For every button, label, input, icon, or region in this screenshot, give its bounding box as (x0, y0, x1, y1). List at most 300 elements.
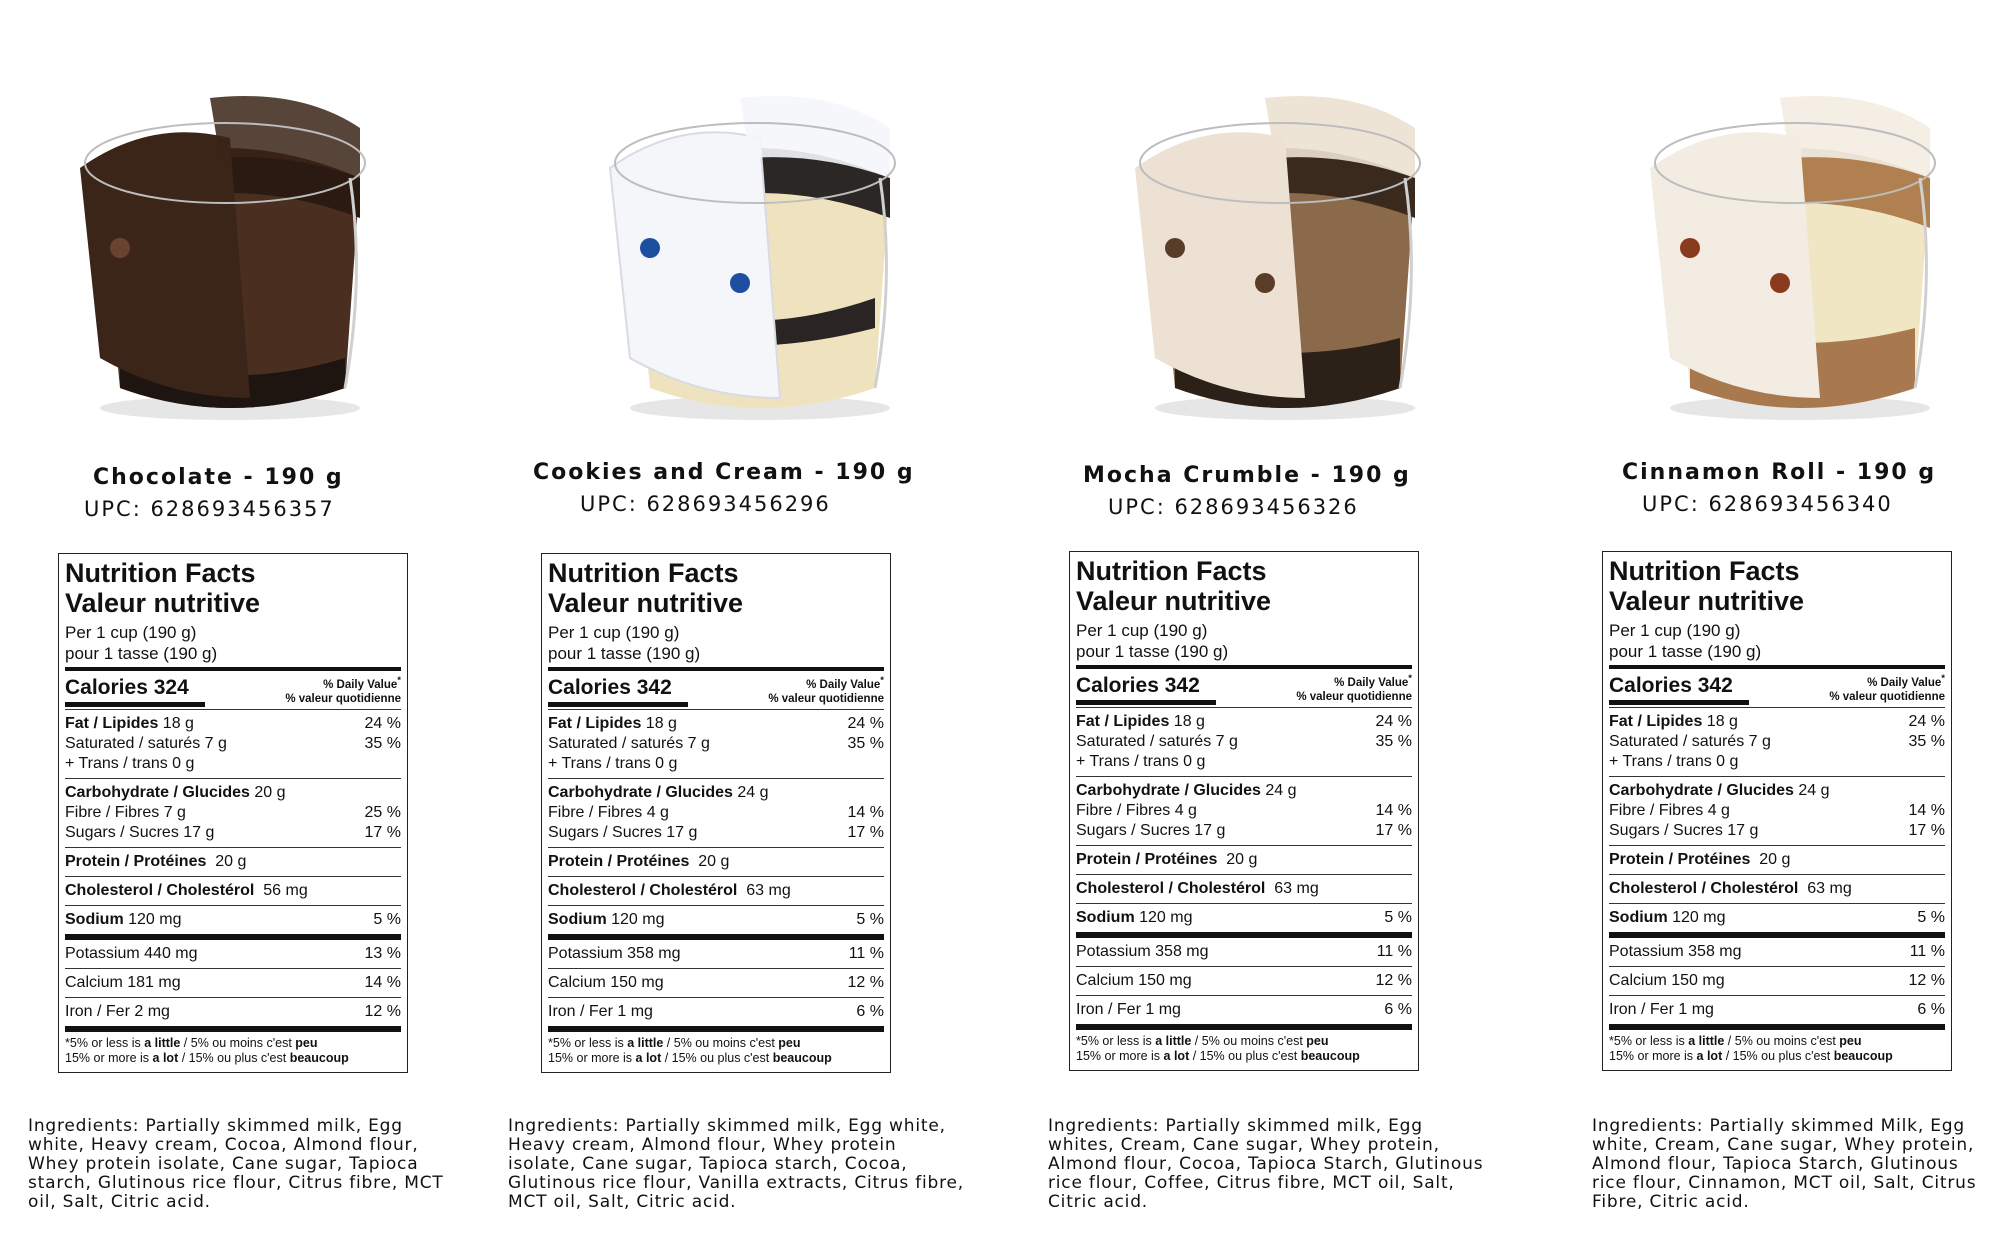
footnote-text: 15% or more is (1609, 1049, 1697, 1063)
dv-star: * (880, 675, 884, 686)
trans-value: 0 g (1183, 753, 1206, 770)
footnote-bold: peu (778, 1036, 801, 1050)
fat-value: 18 g (1706, 713, 1738, 730)
trans-label: + Trans / trans (1609, 753, 1712, 770)
footnote-text: / 15% ou plus c'est (661, 1051, 773, 1065)
sodium-row (65, 908, 401, 932)
divider (548, 1026, 884, 1032)
carb-value: 20 g (254, 784, 286, 801)
iron-label: Iron / Fer (1076, 1001, 1141, 1018)
calcium-value: 150 mg (1671, 972, 1725, 989)
footnote-bold: peu (1306, 1034, 1329, 1048)
nutrition-facts-panel (1602, 551, 1952, 1071)
divider (65, 876, 401, 877)
saturated-row (548, 734, 884, 754)
cholesterol-label: Cholesterol / Cholestérol (1609, 880, 1799, 897)
trans-row (1609, 752, 1945, 772)
iron-pct: 6 % (1917, 1001, 1945, 1018)
trans-value: 0 g (1716, 753, 1739, 770)
footnote-bold: peu (1839, 1034, 1862, 1048)
potassium-label: Potassium (65, 945, 140, 962)
fat-row (1076, 712, 1412, 732)
divider (1076, 995, 1412, 996)
ingredients-text: Ingredients: Partially skimmed Milk, Egg white, Cream, Cane sugar, Whey protein, Almond flour, Tapioca Starch, Glutinous rice flour, Cinnamon, MCT oil, Salt, Citrus Fibre, Citric acid. (1592, 1116, 1977, 1212)
divider (65, 847, 401, 848)
cholesterol-row (1609, 877, 1945, 901)
dv-label-en: % Daily Value (323, 678, 398, 691)
carb-value: 24 g (1265, 782, 1297, 799)
calories-value: 324 (153, 676, 189, 699)
cholesterol-label: Cholesterol / Cholestérol (1076, 880, 1266, 897)
fat-row (1609, 712, 1945, 732)
protein-value: 20 g (215, 853, 247, 870)
daily-value-header (768, 674, 884, 706)
fat-label: Fat / Lipides (1609, 713, 1703, 730)
product-upc: UPC: 628693456296 (580, 492, 831, 516)
fat-label: Fat / Lipides (1076, 713, 1170, 730)
calories-value: 342 (636, 676, 672, 699)
carb-label: Carbohydrate / Glucides (1076, 782, 1261, 799)
cup-illustration (60, 58, 380, 428)
sodium-row (548, 908, 884, 932)
iron-label: Iron / Fer (1609, 1001, 1674, 1018)
saturated-label: Saturated / saturés (65, 735, 201, 752)
protein-value: 20 g (698, 853, 730, 870)
footnote-bold: a little (1155, 1034, 1192, 1048)
cup-illustration (1115, 58, 1435, 428)
dv-label-en: % Daily Value (1334, 676, 1409, 689)
product-name: Chocolate - 190 g (93, 465, 344, 490)
divider (548, 968, 884, 969)
footnote-text: 15% or more is (65, 1051, 153, 1065)
product-column-chocolate (0, 0, 500, 1235)
daily-value-header (1829, 672, 1945, 704)
fibre-row (548, 803, 884, 823)
saturated-value: 7 g (687, 735, 710, 752)
fat-row (65, 714, 401, 734)
divider (1076, 707, 1412, 708)
carb-label: Carbohydrate / Glucides (548, 784, 733, 801)
cholesterol-value: 63 mg (1274, 880, 1319, 897)
footnote-text: 15% or more is (548, 1051, 636, 1065)
divider (548, 702, 688, 707)
carb-row (548, 783, 884, 803)
fibre-row (1076, 801, 1412, 821)
dv-label-fr: % valeur quotidienne (285, 692, 401, 705)
ingredients-text: Ingredients: Partially skimmed milk, Egg white, Heavy cream, Cocoa, Almond flour, Whey protein isolate, Cane sugar, Tapioca starch, Glutinous rice flour, Citrus fibre, MCT oil, Salt, Citric acid. (28, 1116, 444, 1212)
divider (65, 1026, 401, 1032)
serving-size-fr: pour 1 tasse (190 g) (1609, 642, 1762, 661)
sugars-value: 17 g (1194, 822, 1226, 839)
potassium-pct: 11 % (1376, 943, 1412, 960)
calories-value: 342 (1697, 674, 1733, 697)
divider (65, 905, 401, 906)
sugars-value: 17 g (666, 824, 698, 841)
saturated-pct: 35 % (364, 735, 401, 752)
footnote-text: / 5% ou moins c'est (1724, 1034, 1840, 1048)
fibre-label: Fibre / Fibres (548, 804, 643, 821)
serving-size-en: Per 1 cup (190 g) (1076, 621, 1208, 640)
fibre-value: 4 g (1707, 802, 1730, 819)
footnote-text: *5% or less is (65, 1036, 145, 1050)
cup-illustration (1630, 58, 1950, 428)
iron-row (1609, 998, 1945, 1022)
sugars-value: 17 g (183, 824, 215, 841)
protein-value: 20 g (1226, 851, 1258, 868)
footnote (65, 1036, 401, 1066)
calcium-value: 150 mg (610, 974, 664, 991)
divider (1076, 903, 1412, 904)
sodium-label: Sodium (548, 911, 607, 928)
fat-value: 18 g (645, 715, 677, 732)
divider (1076, 1024, 1412, 1030)
product-name: Mocha Crumble - 190 g (1083, 463, 1411, 488)
footnote-text: / 15% ou plus c'est (1189, 1049, 1301, 1063)
protein-value: 20 g (1759, 851, 1791, 868)
footnote-text: / 15% ou plus c'est (1722, 1049, 1834, 1063)
footnote-text: *5% or less is (1076, 1034, 1156, 1048)
fat-row (548, 714, 884, 734)
saturated-row (65, 734, 401, 754)
iron-value: 1 mg (617, 1003, 653, 1020)
fat-label: Fat / Lipides (548, 715, 642, 732)
footnote-bold: beaucoup (289, 1051, 349, 1065)
carb-value: 24 g (737, 784, 769, 801)
iron-pct: 6 % (1384, 1001, 1412, 1018)
nf-title-en: Nutrition Facts (1609, 556, 1800, 586)
product-image-cinnamon-roll (1630, 58, 1950, 428)
ingredients-text: Ingredients: Partially skimmed milk, Egg whites, Cream, Cane sugar, Whey protein, Almond flour, Cocoa, Tapioca Starch, Glutinous rice flour, Coffee, Citrus fibre, MCT oil, Salt, Citric acid. (1048, 1116, 1484, 1212)
dv-label-fr: % valeur quotidienne (768, 692, 884, 705)
saturated-pct: 35 % (1375, 733, 1412, 750)
calories-row (1076, 672, 1412, 705)
potassium-row (548, 942, 884, 966)
divider (1076, 700, 1216, 705)
iron-value: 2 mg (134, 1003, 170, 1020)
sodium-label: Sodium (65, 911, 124, 928)
saturated-row (1609, 732, 1945, 752)
calcium-value: 181 mg (127, 974, 181, 991)
footnote-bold: beaucoup (1300, 1049, 1360, 1063)
sugars-row (548, 823, 884, 843)
protein-row (548, 850, 884, 874)
nf-title-en: Nutrition Facts (548, 558, 739, 588)
saturated-value: 7 g (1748, 733, 1771, 750)
fat-value: 18 g (1173, 713, 1205, 730)
fat-pct: 24 % (847, 715, 884, 732)
footnote (1076, 1034, 1412, 1064)
fibre-label: Fibre / Fibres (1609, 802, 1704, 819)
divider (1076, 845, 1412, 846)
iron-value: 1 mg (1145, 1001, 1181, 1018)
dv-star: * (397, 675, 401, 686)
ingredients-text: Ingredients: Partially skimmed milk, Egg white, Heavy cream, Almond flour, Whey protein isolate, Cane sugar, Tapioca starch, Cocoa, Glutinous rice flour, Vanilla extracts, Citrus fibre, MCT oil, Salt, Citric acid. (508, 1116, 964, 1212)
sodium-label: Sodium (1076, 909, 1135, 926)
divider (1076, 932, 1412, 938)
potassium-label: Potassium (1609, 943, 1684, 960)
saturated-label: Saturated / saturés (548, 735, 684, 752)
footnote-text: 15% or more is (1076, 1049, 1164, 1063)
nf-title-fr: Valeur nutritive (548, 588, 744, 618)
footnote-bold: a little (1688, 1034, 1725, 1048)
protein-row (1609, 848, 1945, 872)
sodium-value: 120 mg (611, 911, 665, 928)
cholesterol-row (65, 879, 401, 903)
calories-row (548, 674, 884, 707)
daily-value-header (1296, 672, 1412, 704)
carb-row (1609, 781, 1945, 801)
potassium-value: 358 mg (627, 945, 681, 962)
fat-label: Fat / Lipides (65, 715, 159, 732)
dv-label-en: % Daily Value (1867, 676, 1942, 689)
calories-value: 342 (1164, 674, 1200, 697)
serving-size-en: Per 1 cup (190 g) (65, 623, 197, 642)
sodium-value: 120 mg (1672, 909, 1726, 926)
sugars-pct: 17 % (1908, 822, 1945, 839)
product-name: Cinnamon Roll - 190 g (1622, 460, 1937, 485)
product-image-mocha-crumble (1115, 58, 1435, 428)
divider (65, 778, 401, 779)
calcium-label: Calcium (1076, 972, 1134, 989)
fibre-pct: 25 % (364, 804, 401, 821)
footnote-bold: a lot (152, 1051, 179, 1065)
fibre-value: 7 g (163, 804, 186, 821)
divider (1609, 665, 1945, 669)
fibre-row (65, 803, 401, 823)
product-upc: UPC: 628693456357 (84, 497, 335, 521)
potassium-label: Potassium (548, 945, 623, 962)
trans-label: + Trans / trans (1076, 753, 1179, 770)
divider (1076, 966, 1412, 967)
fibre-value: 4 g (1174, 802, 1197, 819)
calories-row (1609, 672, 1945, 705)
divider (65, 997, 401, 998)
sodium-label: Sodium (1609, 909, 1668, 926)
saturated-label: Saturated / saturés (1076, 733, 1212, 750)
calories-label: Calories (1076, 674, 1159, 697)
cholesterol-row (1076, 877, 1412, 901)
sugars-label: Sugars / Sucres (1076, 822, 1190, 839)
potassium-pct: 13 % (364, 945, 401, 962)
product-image-cookies-and-cream (590, 58, 910, 428)
divider (548, 934, 884, 940)
cholesterol-value: 56 mg (263, 882, 308, 899)
protein-row (65, 850, 401, 874)
footnote (1609, 1034, 1945, 1064)
divider (1609, 874, 1945, 875)
sugars-label: Sugars / Sucres (65, 824, 179, 841)
nutrition-facts-panel (541, 553, 891, 1073)
trans-value: 0 g (172, 755, 195, 772)
footnote-bold: a lot (1696, 1049, 1723, 1063)
saturated-row (1076, 732, 1412, 752)
potassium-pct: 11 % (1909, 943, 1945, 960)
divider (65, 667, 401, 671)
divider (548, 709, 884, 710)
trans-row (65, 754, 401, 774)
sugars-row (65, 823, 401, 843)
saturated-label: Saturated / saturés (1609, 733, 1745, 750)
calcium-pct: 14 % (364, 974, 401, 991)
divider (1076, 874, 1412, 875)
trans-row (548, 754, 884, 774)
divider (1609, 776, 1945, 777)
divider (65, 709, 401, 710)
carb-row (65, 783, 401, 803)
sugars-label: Sugars / Sucres (548, 824, 662, 841)
sugars-pct: 17 % (364, 824, 401, 841)
sodium-pct: 5 % (373, 911, 401, 928)
trans-label: + Trans / trans (65, 755, 168, 772)
serving-size-fr: pour 1 tasse (190 g) (1076, 642, 1229, 661)
iron-label: Iron / Fer (548, 1003, 613, 1020)
saturated-pct: 35 % (847, 735, 884, 752)
divider (1609, 966, 1945, 967)
calcium-row (65, 971, 401, 995)
sodium-value: 120 mg (128, 911, 182, 928)
fibre-pct: 14 % (847, 804, 884, 821)
sugars-row (1076, 821, 1412, 841)
iron-row (65, 1000, 401, 1024)
calories-label: Calories (548, 676, 631, 699)
iron-row (1076, 998, 1412, 1022)
sodium-row (1609, 906, 1945, 930)
sugars-label: Sugars / Sucres (1609, 822, 1723, 839)
calcium-pct: 12 % (1908, 972, 1945, 989)
sodium-value: 120 mg (1139, 909, 1193, 926)
calories-label: Calories (65, 676, 148, 699)
potassium-row (65, 942, 401, 966)
dv-star: * (1408, 673, 1412, 684)
calcium-row (548, 971, 884, 995)
serving-size-fr: pour 1 tasse (190 g) (65, 644, 218, 663)
footnote-text: / 5% ou moins c'est (180, 1036, 296, 1050)
fibre-pct: 14 % (1908, 802, 1945, 819)
sugars-value: 17 g (1727, 822, 1759, 839)
divider (1609, 932, 1945, 938)
trans-row (1076, 752, 1412, 772)
iron-label: Iron / Fer (65, 1003, 130, 1020)
potassium-pct: 11 % (848, 945, 884, 962)
divider (1609, 845, 1945, 846)
saturated-pct: 35 % (1908, 733, 1945, 750)
product-upc: UPC: 628693456326 (1108, 495, 1359, 519)
nf-title-en: Nutrition Facts (1076, 556, 1267, 586)
cholesterol-label: Cholesterol / Cholestérol (65, 882, 255, 899)
fibre-label: Fibre / Fibres (65, 804, 160, 821)
fibre-pct: 14 % (1375, 802, 1412, 819)
dv-label-en: % Daily Value (806, 678, 881, 691)
divider (1609, 1024, 1945, 1030)
divider (1609, 995, 1945, 996)
potassium-row (1076, 940, 1412, 964)
cholesterol-value: 63 mg (746, 882, 791, 899)
fibre-label: Fibre / Fibres (1076, 802, 1171, 819)
calcium-row (1076, 969, 1412, 993)
potassium-row (1609, 940, 1945, 964)
footnote-bold: beaucoup (1833, 1049, 1893, 1063)
fat-pct: 24 % (364, 715, 401, 732)
footnote-bold: a lot (1163, 1049, 1190, 1063)
sodium-pct: 5 % (1384, 909, 1412, 926)
footnote-bold: a little (627, 1036, 664, 1050)
calcium-label: Calcium (1609, 972, 1667, 989)
serving-size-en: Per 1 cup (190 g) (1609, 621, 1741, 640)
sodium-row (1076, 906, 1412, 930)
footnote-text: *5% or less is (1609, 1034, 1689, 1048)
footnote-bold: a lot (635, 1051, 662, 1065)
footnote-bold: peu (295, 1036, 318, 1050)
serving-size-en: Per 1 cup (190 g) (548, 623, 680, 642)
protein-label: Protein / Protéines (1076, 851, 1218, 868)
divider (65, 702, 205, 707)
fibre-row (1609, 801, 1945, 821)
carb-value: 24 g (1798, 782, 1830, 799)
fibre-value: 4 g (646, 804, 669, 821)
potassium-value: 358 mg (1155, 943, 1209, 960)
sodium-pct: 5 % (1917, 909, 1945, 926)
divider (1609, 700, 1749, 705)
nf-title-en: Nutrition Facts (65, 558, 256, 588)
divider (548, 778, 884, 779)
iron-row (548, 1000, 884, 1024)
nf-title-fr: Valeur nutritive (1076, 586, 1272, 616)
sugars-pct: 17 % (847, 824, 884, 841)
protein-row (1076, 848, 1412, 872)
divider (548, 847, 884, 848)
cholesterol-value: 63 mg (1807, 880, 1852, 897)
potassium-value: 440 mg (144, 945, 198, 962)
dv-label-fr: % valeur quotidienne (1829, 690, 1945, 703)
trans-value: 0 g (655, 755, 678, 772)
iron-value: 1 mg (1678, 1001, 1714, 1018)
protein-label: Protein / Protéines (548, 853, 690, 870)
footnote-text: *5% or less is (548, 1036, 628, 1050)
calcium-pct: 12 % (1375, 972, 1412, 989)
calories-label: Calories (1609, 674, 1692, 697)
nf-title-fr: Valeur nutritive (1609, 586, 1805, 616)
product-column-mocha-crumble (1040, 0, 1580, 1235)
sodium-pct: 5 % (856, 911, 884, 928)
product-upc: UPC: 628693456340 (1642, 492, 1893, 516)
potassium-label: Potassium (1076, 943, 1151, 960)
serving-size-fr: pour 1 tasse (190 g) (548, 644, 701, 663)
daily-value-header (285, 674, 401, 706)
fat-value: 18 g (162, 715, 194, 732)
calcium-pct: 12 % (847, 974, 884, 991)
divider (548, 905, 884, 906)
dv-label-fr: % valeur quotidienne (1296, 690, 1412, 703)
divider (548, 876, 884, 877)
divider (1609, 903, 1945, 904)
divider (1076, 665, 1412, 669)
footnote-text: / 5% ou moins c'est (1191, 1034, 1307, 1048)
calcium-label: Calcium (65, 974, 123, 991)
iron-pct: 6 % (856, 1003, 884, 1020)
footnote-bold: a little (144, 1036, 181, 1050)
divider (1076, 776, 1412, 777)
calories-row (65, 674, 401, 707)
divider (1609, 707, 1945, 708)
potassium-value: 358 mg (1688, 943, 1742, 960)
cholesterol-row (548, 879, 884, 903)
divider (548, 997, 884, 998)
iron-pct: 12 % (364, 1003, 401, 1020)
cholesterol-label: Cholesterol / Cholestérol (548, 882, 738, 899)
calcium-row (1609, 969, 1945, 993)
carb-label: Carbohydrate / Glucides (65, 784, 250, 801)
divider (65, 968, 401, 969)
